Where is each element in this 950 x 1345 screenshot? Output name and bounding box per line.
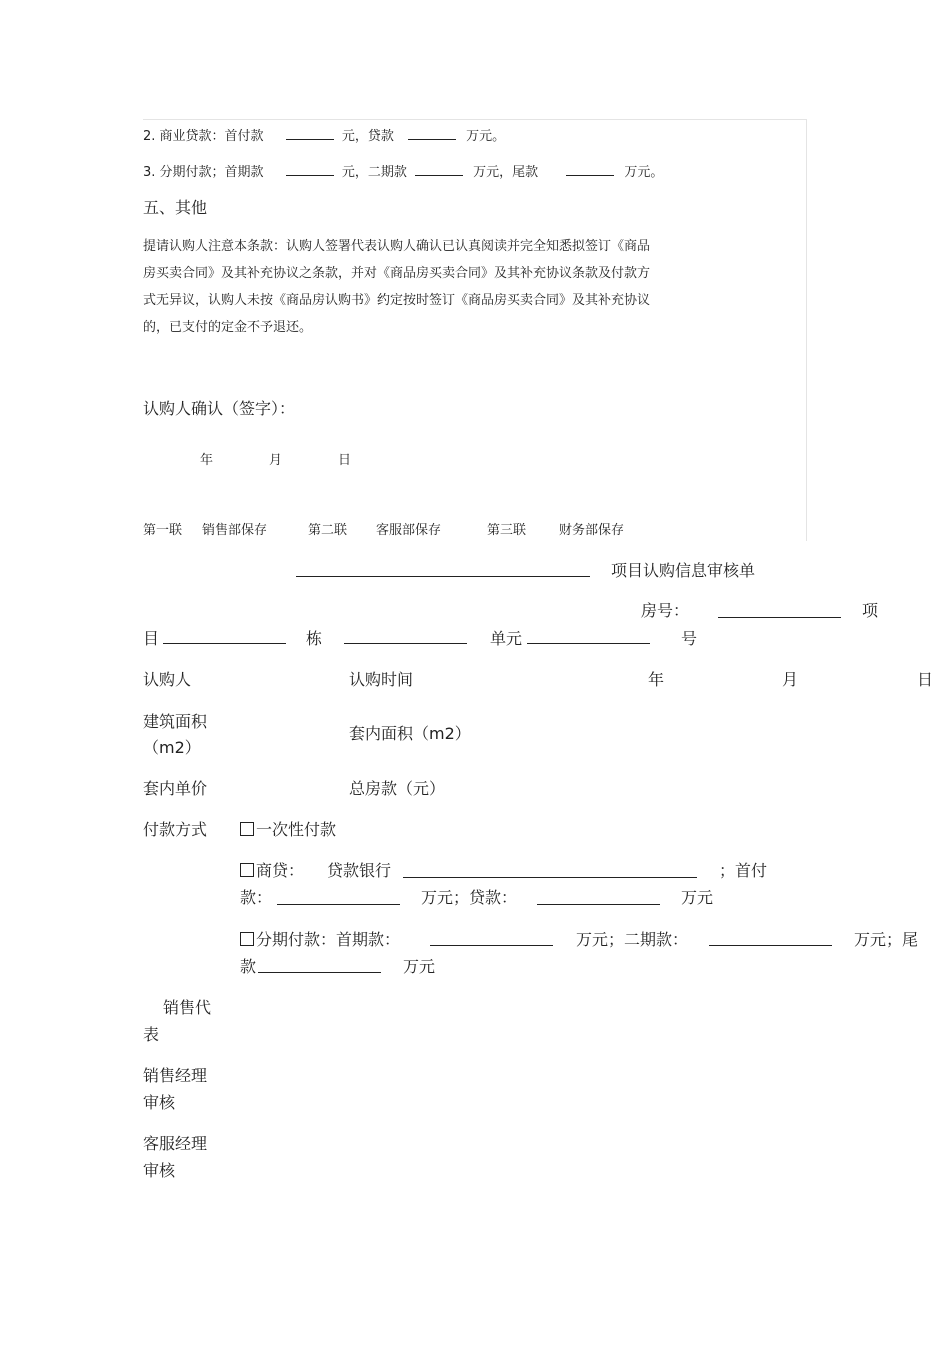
loan-down-blank (277, 904, 400, 905)
number-label: 号 (681, 629, 698, 648)
cs-manager-label-2: 审核 (143, 1161, 176, 1180)
purchase-day: 日 (917, 670, 934, 689)
option-full-payment[interactable]: 一次性付款 (240, 817, 336, 840)
loan-amount-unit: 万元 (681, 888, 714, 907)
inst-second-blank (709, 945, 832, 946)
payment-item-2: 2. 商业贷款：首付款 元，贷款 万元。 (143, 125, 505, 144)
inner-price-label: 套内单价 (143, 779, 208, 798)
building-area-label: 建筑面积 (143, 712, 208, 731)
unit-label: 单元 (490, 629, 523, 648)
project-name-blank (296, 576, 590, 577)
cs-manager-label: 客服经理 (143, 1134, 208, 1153)
date-day: 日 (338, 453, 352, 468)
loan-amount-label: 万元；贷款： (421, 888, 518, 907)
inst-final-unit: 万元 (403, 957, 436, 976)
building-blank (344, 643, 467, 644)
building-area-unit: （m2） (143, 738, 201, 757)
final-installment-blank (566, 161, 614, 176)
sales-manager-label: 销售经理 (143, 1066, 208, 1085)
loan-checkbox[interactable] (240, 863, 254, 877)
loan-blank (408, 125, 456, 140)
sales-rep-label: 销售代 (163, 998, 212, 1017)
date-month: 月 (269, 453, 283, 468)
second-installment-blank (415, 161, 463, 176)
inst-final-label-2: 款 (240, 957, 257, 976)
section-5-title: 五、其他 (143, 198, 208, 217)
option-installment[interactable]: 分期付款：首期款： (240, 927, 400, 950)
inst-first-blank (430, 945, 553, 946)
loan-bank-blank (403, 877, 697, 878)
purchase-time-label: 认购时间 (349, 670, 414, 689)
sales-rep-label-2: 表 (143, 1025, 160, 1044)
signature-label: 认购人确认（签字）： (143, 399, 296, 418)
copy-2-dept: 客服部保存 (376, 523, 442, 538)
project-blank (163, 643, 286, 644)
date-year: 年 (200, 453, 214, 468)
loan-down-label: 款： (240, 888, 273, 907)
inst-final-label: 万元；尾 (854, 930, 919, 949)
payment-method-label: 付款方式 (143, 820, 208, 839)
notice-paragraph: 提请认购人注意本条款：认购人签署代表认购人确认已认真阅读并完全知悉拟签订《商品 房买卖合同》及其补充协议之条款，并对《商品房买卖合同》及其补充协议条款及付款方 式无异议，认购人未按《商品房认购书》约定按时签订《商品房买卖合同》及其补充协议 的，已支付的定金不予退还。 (143, 239, 651, 335)
installment-checkbox[interactable] (240, 932, 254, 946)
room-no-label: 房号： (641, 601, 690, 620)
copy-2-label: 第二联 (308, 523, 348, 538)
down-payment-blank (286, 125, 334, 140)
loan-down-payment-label: ；首付 (719, 861, 768, 880)
project-label-a: 项 (862, 601, 879, 620)
buyer-label: 认购人 (143, 670, 192, 689)
building-label: 栋 (306, 629, 323, 648)
sales-manager-label-2: 审核 (143, 1093, 176, 1112)
unit-blank (527, 643, 650, 644)
copy-3-label: 第三联 (487, 523, 527, 538)
first-installment-blank (286, 161, 334, 176)
audit-form-title: 项目认购信息审核单 (611, 561, 756, 580)
payment-item-3: 3. 分期付款；首期款 元，二期款 万元，尾款 万元。 (143, 161, 663, 180)
purchase-month: 月 (782, 670, 799, 689)
option-commercial-loan[interactable]: 商贷： (240, 858, 304, 881)
inst-final-blank (258, 972, 381, 973)
inst-second-label: 万元；二期款： (576, 930, 689, 949)
copy-3-dept: 财务部保存 (559, 523, 625, 538)
copy-1-dept: 销售部保存 (202, 523, 268, 538)
purchase-year: 年 (648, 670, 665, 689)
inner-area-label: 套内面积（m2） (349, 724, 471, 743)
room-no-blank (718, 617, 841, 618)
total-price-label: 总房款（元） (349, 779, 446, 798)
loan-bank-label: 贷款银行 (327, 861, 392, 880)
project-label-b: 目 (143, 629, 160, 648)
copy-1-label: 第一联 (143, 523, 183, 538)
loan-amount-blank (537, 904, 660, 905)
full-payment-checkbox[interactable] (240, 822, 254, 836)
